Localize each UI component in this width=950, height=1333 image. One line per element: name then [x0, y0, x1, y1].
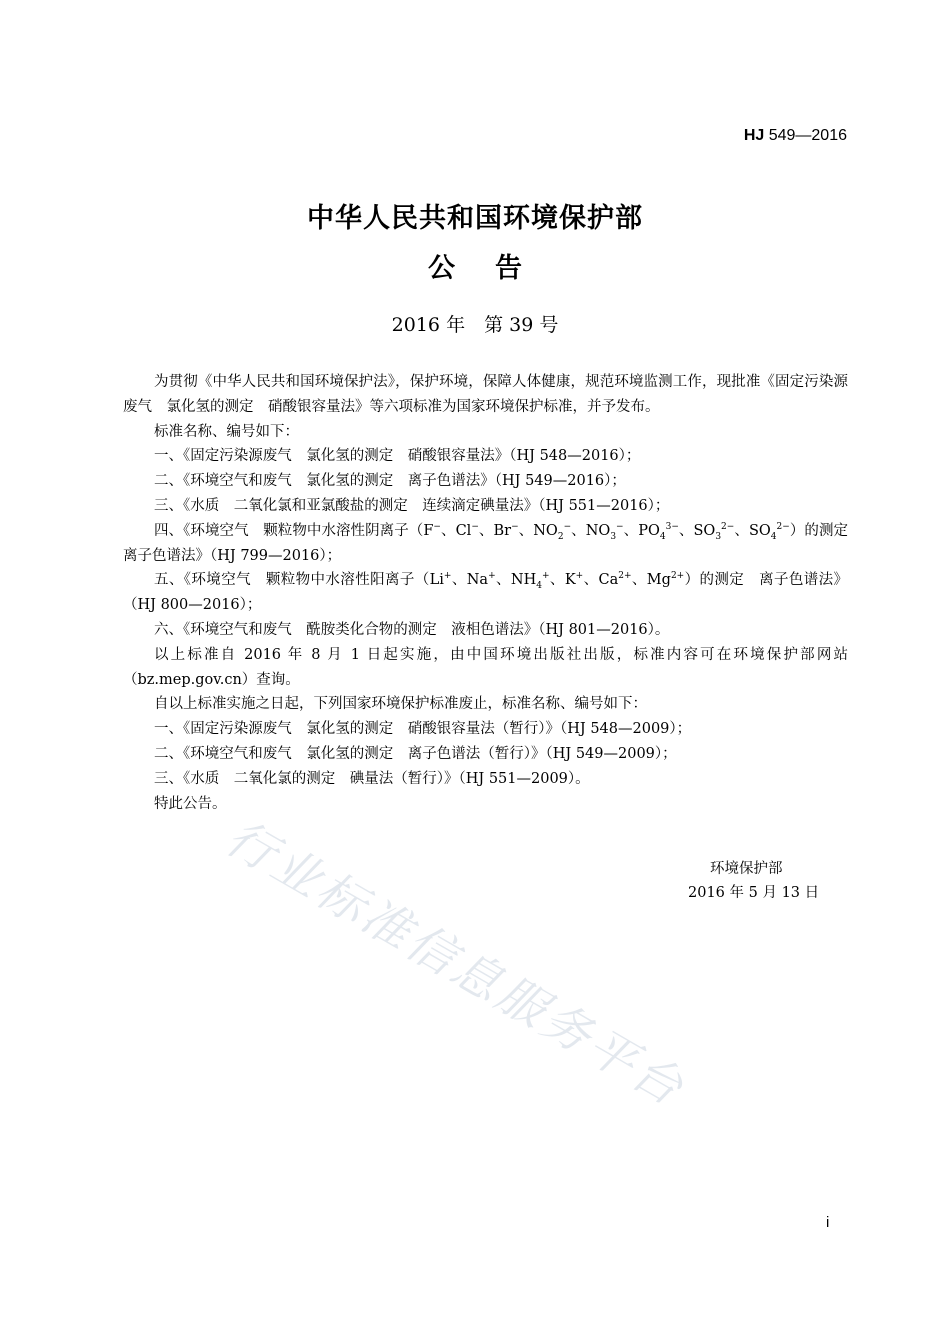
standard-number: 549—2016: [764, 127, 847, 144]
standard-item-1: 一、《固定污染源废气 氯化氢的测定 硝酸银容量法》（HJ 548—2016）；: [154, 448, 641, 465]
announcement-body: [123, 370, 863, 816]
announcement-title: 公告: [428, 253, 562, 284]
list-intro: 标准名称、编号如下：: [154, 423, 299, 440]
issue-number: 2016 年 第 39 号: [391, 314, 559, 336]
standard-item-6: 六、《环境空气和废气 酰胺类化合物的测定 液相色谱法》（HJ 801—2016）。: [154, 621, 670, 638]
signature-date: 2016 年 5 月 13 日: [688, 885, 820, 901]
standard-prefix: HJ: [743, 127, 765, 144]
abolished-item-3: 三、《水质 二氧化氯的测定 碘量法（暂行）》（HJ 551—2009）。: [154, 770, 590, 787]
standard-item-4: 四、《环境空气 颗粒物中水溶性阴离子（F−、Cl−、Br−、$NO_2^-$、$NO_3^-$、$PO_4^{3-}$、$SO_3^{2-}$、$SO_4^{2-}$）的测定 离子色谱法》（HJ 799—2016）；: [123, 521, 863, 564]
abolish-intro: 自以上标准实施之日起，下列国家环境保护标准废止，标准名称、编号如下：: [154, 696, 647, 713]
abolished-item-2: 二、《环境空气和废气 氯化氢的测定 离子色谱法（暂行）》（HJ 549—2009）；: [154, 745, 677, 762]
standard-item-2: 二、《环境空气和废气 氯化氢的测定 离子色谱法》（HJ 549—2016）；: [154, 473, 626, 490]
ministry-title: 中华人民共和国环境保护部: [307, 203, 643, 234]
closing-line: 特此公告。: [154, 795, 227, 812]
standard-item-5: 五、《环境空气 颗粒物中水溶性阳离子（Li+、Na+、$NH_4^+$、K+、$Ca^{2+}$、$Mg^{2+}$）的测定 离子色谱法》（HJ 800—2016）；: [123, 571, 849, 614]
intro-paragraph: 为贯彻《中华人民共和国环境保护法》，保护环境，保障人体健康，规范环境监测工作，现批准《固定污染源废气 氯化氢的测定 硝酸银容量法》等六项标准为国家环境保护标准，并予发布。: [123, 374, 848, 415]
abolished-item-1: 一、《固定污染源废气 氯化氢的测定 硝酸银容量法（暂行）》（HJ 548—2009）；: [154, 721, 692, 738]
watermark: 行业标准信息服务平台: [216, 809, 695, 1119]
standard-code: [744, 127, 847, 145]
standard-item-3: 三、《水质 二氧化氯和亚氯酸盐的测定 连续滴定碘量法》（HJ 551—2016）；: [154, 497, 670, 514]
page-number: i: [826, 1214, 830, 1231]
signature-org: 环境保护部: [710, 861, 783, 877]
effective-paragraph: 以上标准自 2016 年 8 月 1 日起实施，由中国环境出版社出版，标准内容可在环境保护部网站（bz.mep.gov.cn）查询。: [123, 646, 848, 688]
